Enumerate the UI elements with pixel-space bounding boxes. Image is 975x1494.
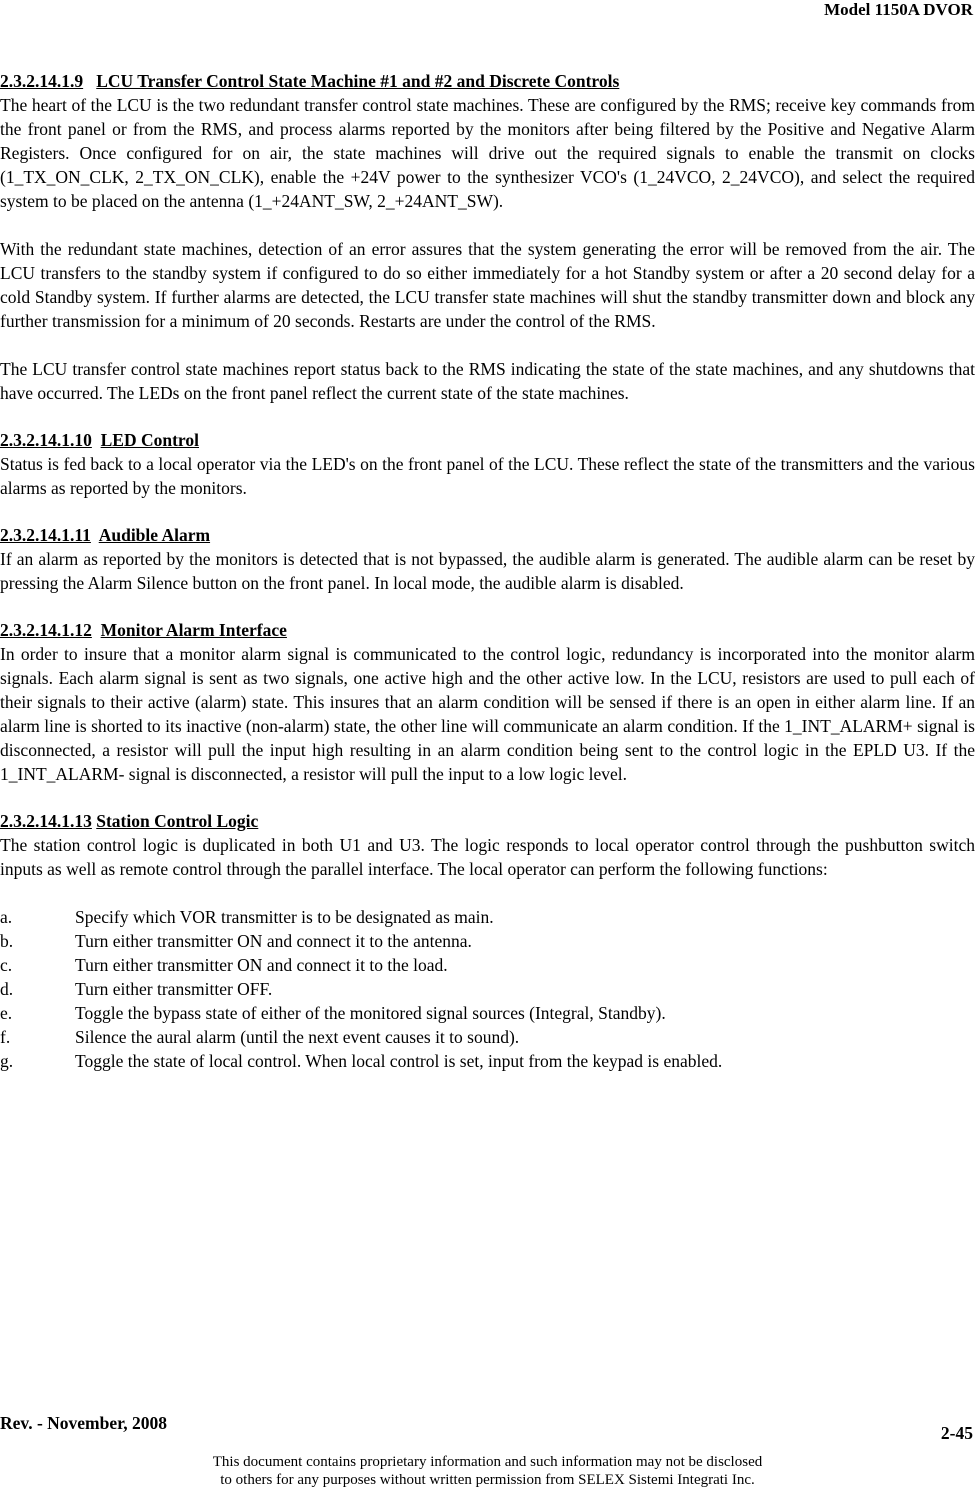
section-heading <box>0 619 975 642</box>
functions-list <box>0 905 975 1073</box>
section-title: LCU Transfer Control State Machine #1 and #2 and Discrete Controls <box>96 71 620 91</box>
section-paragraph: Status is fed back to a local operator via the LED's on the front panel of the LCU. These reflect the state of the transmitters and the various alarms as reported by the monitors. <box>0 454 975 498</box>
list-item-text: Toggle the state of local control. When local control is set, input from the keypad is enabled. <box>75 1051 723 1071</box>
list-item <box>0 953 975 977</box>
list-item <box>0 929 975 953</box>
list-item-letter: a. <box>0 907 13 927</box>
list-item-text: Silence the aural alarm (until the next event causes it to sound). <box>75 1027 520 1047</box>
section-number: 2.3.2.14.1.10 <box>0 430 92 450</box>
proprietary-notice-line: This document contains proprietary information and such information may not be disclosed <box>212 1454 763 1470</box>
section-number: 2.3.2.14.1.13 <box>0 811 92 831</box>
list-item-text: Specify which VOR transmitter is to be designated as main. <box>75 907 494 927</box>
section-heading <box>0 810 975 833</box>
list-item-letter: e. <box>0 1003 13 1023</box>
list-item-text: Turn either transmitter OFF. <box>75 979 273 999</box>
list-item <box>0 1025 975 1049</box>
section-number: 2.3.2.14.1.11 <box>0 525 91 545</box>
proprietary-notice-line: to others for any purposes without written permission from SELEX Sistemi Integrati Inc. <box>220 1472 755 1488</box>
section-title: Audible Alarm <box>98 525 211 545</box>
list-item-letter: g. <box>0 1051 14 1071</box>
section-number: 2.3.2.14.1.9 <box>0 71 84 91</box>
section-paragraph: The station control logic is duplicated in both U1 and U3. The logic responds to local operator control through the pushbutton switch inputs as well as remote control through the parallel interface. The local operator can perform the following functions: <box>0 835 975 879</box>
list-item-letter: b. <box>0 931 14 951</box>
list-item-letter: c. <box>0 955 13 975</box>
section-paragraph: If an alarm as reported by the monitors is detected that is not bypassed, the audible alarm is generated. The audible alarm can be reset by pressing the Alarm Silence button on the front panel. In local mode, the audible alarm is disabled. <box>0 549 975 593</box>
section-heading <box>0 524 975 547</box>
list-item-text: Turn either transmitter ON and connect it to the antenna. <box>75 931 472 951</box>
list-item <box>0 1001 975 1025</box>
revision-date: Rev. - November, 2008 <box>0 1413 168 1433</box>
document-body <box>0 70 975 1073</box>
list-item-letter: d. <box>0 979 14 999</box>
section-paragraph: The heart of the LCU is the two redundant transfer control state machines. These are configured by the RMS; receive key commands from the front panel or from the RMS, and process alarms reported by the monitors after being filtered by the Positive and Negative Alarm Registers. Once configured for on air, the state machines will drive out the required signals to enable the transmit on clocks (1_TX_ON_CLK, 2_TX_ON_CLK), enable the +24V power to the synthesizer VCO's (1_24VCO, 2_24VCO), and select the required system to be placed on the antenna (1_+24ANT_SW, 2_+24ANT_SW). <box>0 95 975 211</box>
section-paragraph: The LCU transfer control state machines report status back to the RMS indicating the state of the state machines, and any shutdowns that have occurred. The LEDs on the front panel reflect the current state of the state machines. <box>0 359 975 403</box>
proprietary-notice <box>0 1453 975 1489</box>
list-item <box>0 1049 975 1073</box>
section-title: Station Control Logic <box>96 811 259 831</box>
list-item-text: Toggle the bypass state of either of the monitored signal sources (Integral, Standby). <box>75 1003 666 1023</box>
page-number: 2-45 <box>940 1423 973 1443</box>
section-number: 2.3.2.14.1.12 <box>0 620 92 640</box>
list-item-text: Turn either transmitter ON and connect it to the load. <box>75 955 448 975</box>
list-item-letter: f. <box>0 1027 11 1047</box>
section-title: LED Control <box>100 430 199 450</box>
list-item <box>0 905 975 929</box>
list-item <box>0 977 975 1001</box>
section-paragraph: With the redundant state machines, detection of an error assures that the system generating the error will be removed from the air. The LCU transfers to the standby system if configured to do so either immediately for a hot Standby system or after a 20 second delay for a cold Standby system. If further alarms are detected, the LCU transfer state machines will shut the standby transmitter down and block any further transmission for a minimum of 20 seconds. Restarts are under the control of the RMS. <box>0 239 975 331</box>
section-heading <box>0 429 975 452</box>
section-title: Monitor Alarm Interface <box>100 620 287 640</box>
section-heading <box>0 70 975 93</box>
section-paragraph: In order to insure that a monitor alarm signal is communicated to the control logic, redundancy is incorporated into the monitor alarm signals. Each alarm signal is sent as two signals, one active high and the other active low. In the LCU, resistors are used to pull each of their signals to their active (alarm) state. This insures that an alarm condition will be sensed if there is an open in either alarm line. If an alarm line is shorted to its inactive (non-alarm) state, the other line will communicate an alarm condition. If the 1_INT_ALARM+ signal is disconnected, a resistor will pull the input high resulting in an alarm condition being sent to the control logic in the EPLD U3. If the 1_INT_ALARM- signal is disconnected, a resistor will pull the input to a low logic level. <box>0 644 975 784</box>
document-model-header: Model 1150A DVOR <box>824 0 973 19</box>
